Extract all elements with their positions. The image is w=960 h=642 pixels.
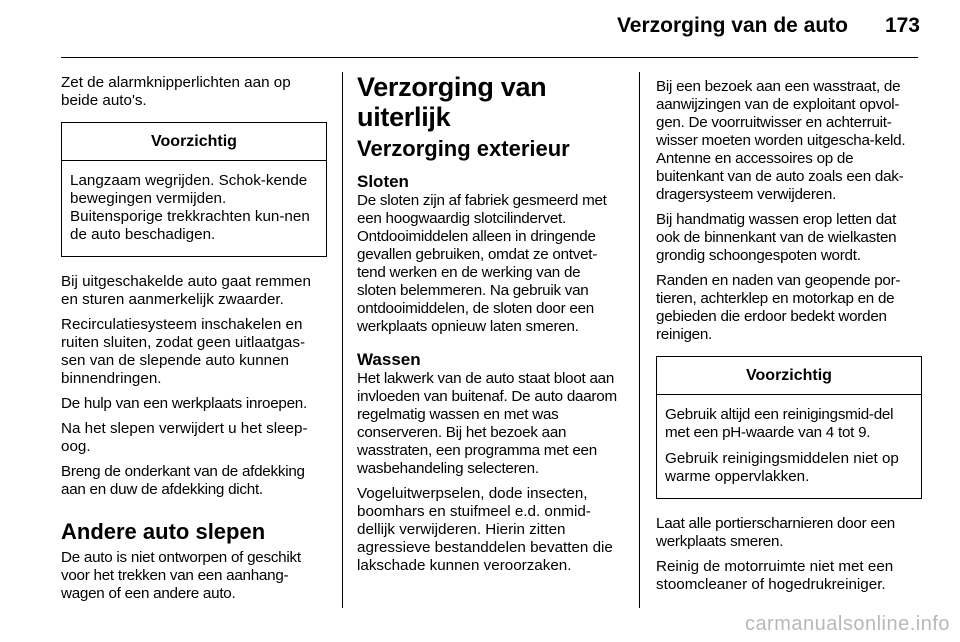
caution-box [656, 356, 922, 499]
column-middle [357, 72, 623, 582]
paragraph: Vogeluitwerpselen, dode insecten, boomhars en stuifmeel e.d. onmid-dellijk verwijderen. Hierin zitten agressieve bestanddelen bevatten die lakschade kunnen veroorzaken. [357, 485, 613, 574]
paragraph: Randen en naden van geopende por-tieren, achterklep en motorkap en de gebieden die erdoor bedekt worden reinigen. [656, 272, 901, 343]
paragraph: Bij een bezoek aan een wasstraat, de aanwijzingen van de exploitant opvol-gen. De voorruitwisser en achterruit-wisser moeten worden uitgescha-keld. Antenne en accessoires op de buitenkant van de auto zoals een dak-dragersysteem verwijderen. [656, 78, 906, 203]
paragraph: Bij uitgeschakelde auto gaat remmen en sturen aanmerkelijk zwaarder. [61, 273, 311, 308]
paragraph: Laat alle portierscharnieren door een werkplaats smeren. [656, 515, 895, 550]
subsection-heading: Wassen [357, 350, 421, 369]
page-number: 173 [884, 14, 920, 37]
column-divider-2 [639, 72, 640, 608]
caution-text: Gebruik reinigingsmiddelen niet op warme oppervlakken. [665, 450, 899, 485]
paragraph: De hulp van een werkplaats inroepen. [61, 395, 307, 412]
paragraph: Reinig de motorruimte niet met een stoomcleaner of hogedrukreiniger. [656, 558, 894, 593]
paragraph: Het lakwerk van de auto staat bloot aan invloeden van buitenaf. De auto daarom regelmatig wassen en met was conserveren. Bij het bezoek aan wasstraten, een programma met een wasbehandeling selecteren. [357, 370, 617, 477]
paragraph: Breng de onderkant van de afdekking aan en duw de afdekking dicht. [61, 463, 305, 498]
paragraph: Zet de alarmknipperlichten aan op beide auto's. [61, 74, 291, 109]
chapter-heading: Verzorging van uiterlijk [357, 72, 547, 132]
caution-body [62, 161, 326, 256]
column-left [61, 74, 327, 610]
caution-heading: Voorzichtig [62, 123, 326, 161]
paragraph: Na het slepen verwijdert u het sleep-oog. [61, 420, 308, 455]
column-right [656, 78, 922, 601]
watermark: carmanualsonline.info [744, 613, 950, 635]
paragraph: De sloten zijn af fabriek gesmeerd met een hoogwaardig slotcilindervet. Ontdooimiddelen alleen in dringende gevallen gebruiken, omdat ze ontvet-tend werken en de werking van de sloten belemmeren. Na gebruik van ontdooimiddelen, de sloten door een werkplaats opnieuw laten smeren. [357, 192, 607, 335]
section-heading: Andere auto slepen [61, 519, 266, 544]
paragraph: Bij handmatig wassen erop letten dat ook de binnenkant van de wielkasten grondig schoongespoten wordt. [656, 211, 897, 264]
header-divider [61, 57, 918, 58]
paragraph: De auto is niet ontworpen of geschikt voor het trekken van een aanhang-wagen of een andere auto. [61, 549, 301, 602]
subsection-heading: Sloten [357, 172, 409, 191]
page-header-title: Verzorging van de auto [616, 14, 848, 37]
section-heading: Verzorging exterieur [357, 136, 570, 161]
caution-box [61, 122, 327, 257]
caution-text: Langzaam wegrijden. Schok-kende bewegingen vermijden. Buitensporige trekkrachten kun-nen de auto beschadigen. [70, 172, 310, 243]
paragraph: Recirculatiesysteem inschakelen en ruiten sluiten, zodat geen uitlaatgas-sen van de slepende auto kunnen binnendringen. [61, 316, 306, 387]
caution-heading: Voorzichtig [657, 357, 921, 395]
column-divider-1 [342, 72, 343, 608]
caution-text: Gebruik altijd een reinigingsmid-del met een pH-waarde van 4 tot 9. [665, 406, 894, 441]
caution-body [657, 395, 921, 498]
